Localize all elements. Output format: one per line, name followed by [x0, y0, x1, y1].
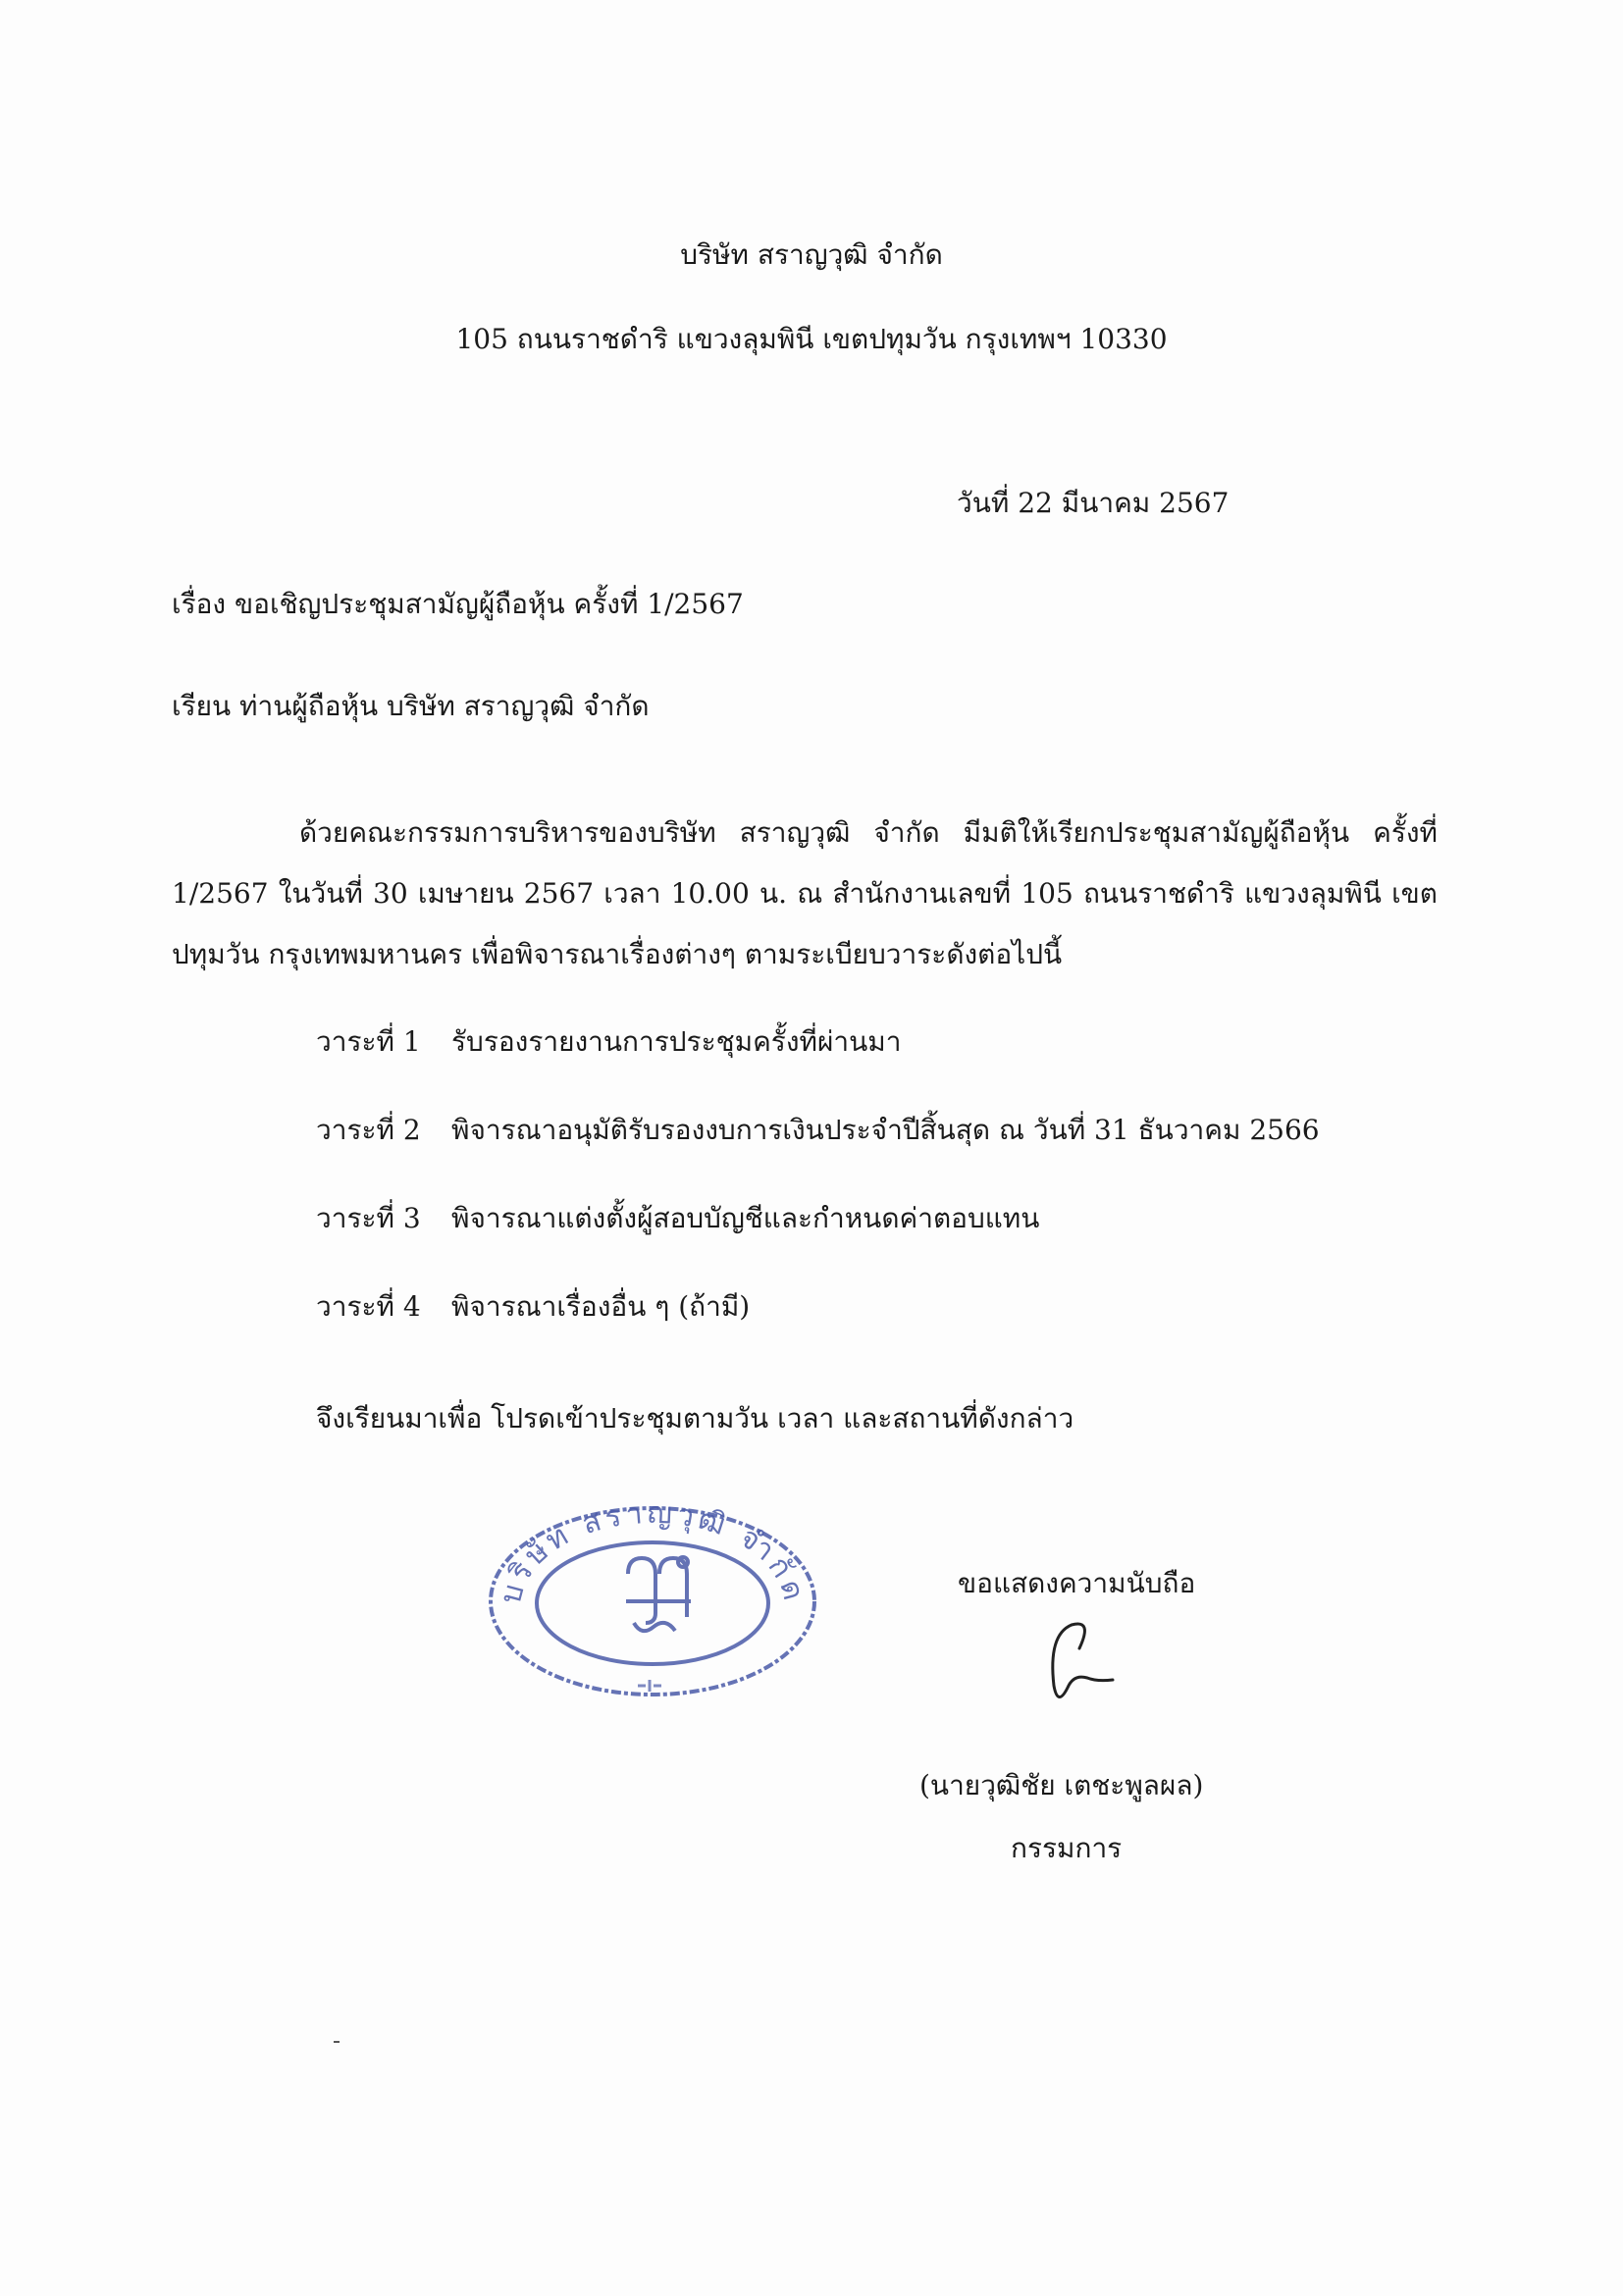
seal-bottom-mark-icon — [638, 1680, 661, 1692]
agenda-text: พิจารณาแต่งตั้งผู้สอบบัญชีและกำหนดค่าตอบแทน — [451, 1202, 1040, 1234]
agenda-number: วาระที่ 1 — [316, 1025, 421, 1058]
seal-monogram-icon — [626, 1557, 691, 1631]
agenda-text: รับรองรายงานการประชุมครั้งที่ผ่านมา — [451, 1025, 902, 1058]
agenda-number: วาระที่ 3 — [316, 1202, 421, 1234]
signature-mark — [1021, 1609, 1138, 1717]
agenda-item — [316, 1111, 1320, 1150]
seal-arc-text: บริษัท สราญวุฒิ จำกัด — [493, 1495, 812, 1608]
agenda-number: วาระที่ 2 — [316, 1114, 421, 1146]
closing-sentence: จึงเรียนมาเพื่อ โปรดเข้าประชุมตามวัน เวลา และสถานที่ดังกล่าว — [316, 1402, 1074, 1435]
agenda-item — [316, 1022, 901, 1062]
signer-name: (นายวุฒิชัย เตชะพูลผล) — [919, 1769, 1204, 1801]
agenda-text: พิจารณาเรื่องอื่น ๆ (ถ้ามี) — [451, 1290, 751, 1323]
signoff-regards: ขอแสดงความนับถือ — [958, 1567, 1196, 1599]
company-address: 105 ถนนราชดำริ แขวงลุมพินี เขตปทุมวัน กรุงเทพฯ 10330 — [455, 323, 1168, 355]
company-name: บริษัท สราญวุฒิ จำกัด — [680, 238, 943, 271]
agenda-item — [316, 1199, 1039, 1238]
body-paragraph: ด้วยคณะกรรมการบริหารของบริษัท สราญวุฒิ จำกัด มีมติให้เรียกประชุมสามัญผู้ถือหุ้น ครั้งที่ 1/2567 ในวันที่ 30 เมษายน 2567 เวลา 10.00 น. ณ สำนักงานเลขที่ 105 ถนนราชดำริ แขวงลุมพินี เขตปทุมวัน กรุงเทพมหานคร เพื่อพิจารณาเรื่องต่างๆ ตามระเบียบวาระดังต่อไปนี้ — [172, 816, 1438, 970]
agenda-item — [316, 1287, 750, 1327]
signer-title: กรรมการ — [1011, 1832, 1123, 1864]
letter-recipient: เรียน ท่านผู้ถือหุ้น บริษัท สราญวุฒิ จำกัด — [172, 690, 650, 722]
agenda-number: วาระที่ 4 — [316, 1290, 421, 1323]
letter-date: วันที่ 22 มีนาคม 2567 — [957, 487, 1230, 519]
company-seal — [481, 1493, 824, 1699]
letter-subject: เรื่อง ขอเชิญประชุมสามัญผู้ถือหุ้น ครั้งที่ 1/2567 — [172, 588, 744, 620]
scan-mark — [334, 2041, 340, 2043]
agenda-text: พิจารณาอนุมัติรับรองงบการเงินประจำปีสิ้นสุด ณ วันที่ 31 ธันวาคม 2566 — [451, 1114, 1320, 1146]
